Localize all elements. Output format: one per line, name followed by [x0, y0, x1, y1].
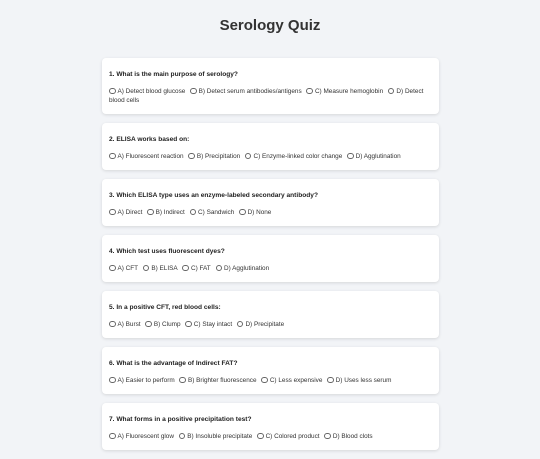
- question-card-1: [102, 58, 439, 114]
- option-b[interactable]: B) Insoluble precipitate: [179, 433, 253, 440]
- option-b[interactable]: B) ELISA: [143, 265, 178, 272]
- radio-button[interactable]: [179, 377, 186, 384]
- option-b[interactable]: B) Indirect: [147, 209, 185, 216]
- option-c[interactable]: C) Less expensive: [261, 377, 322, 384]
- option-a[interactable]: A) Direct: [109, 209, 142, 216]
- radio-button[interactable]: [306, 88, 313, 95]
- option-c[interactable]: C) Sandwich: [190, 209, 235, 216]
- radio-button[interactable]: [388, 88, 395, 95]
- question-text: 1. What is the main purpose of serology?: [109, 71, 238, 78]
- page-title: Serology Quiz: [219, 17, 321, 34]
- option-b[interactable]: B) Clump: [145, 321, 180, 328]
- question-text: 2. ELISA works based on:: [109, 136, 190, 143]
- option-group: [109, 376, 432, 385]
- option-d[interactable]: D) Agglutination: [216, 265, 270, 272]
- option-c[interactable]: C) Measure hemoglobin: [306, 88, 383, 95]
- radio-button[interactable]: [182, 265, 189, 272]
- radio-button[interactable]: [324, 433, 331, 440]
- option-a[interactable]: A) Detect blood glucose: [109, 88, 185, 95]
- option-b[interactable]: B) Detect serum antibodies/antigens: [190, 88, 302, 95]
- option-d[interactable]: D) Blood clots: [324, 433, 372, 440]
- radio-button[interactable]: [216, 265, 223, 272]
- radio-button[interactable]: [109, 321, 116, 328]
- option-a[interactable]: A) Fluorescent reaction: [109, 153, 184, 160]
- radio-button[interactable]: [190, 88, 197, 95]
- radio-button[interactable]: [257, 433, 264, 440]
- question-card-7: [102, 403, 439, 450]
- option-group: [109, 87, 432, 105]
- option-group: [109, 264, 432, 273]
- radio-button[interactable]: [109, 153, 116, 160]
- option-group: [109, 208, 432, 217]
- option-d[interactable]: D) None: [239, 209, 271, 216]
- question-text: 7. What forms in a positive precipitation test?: [109, 416, 252, 423]
- option-group: [109, 432, 432, 441]
- radio-button[interactable]: [190, 209, 197, 216]
- radio-button[interactable]: [109, 377, 116, 384]
- radio-button[interactable]: [185, 321, 192, 328]
- radio-button[interactable]: [109, 433, 116, 440]
- radio-button[interactable]: [245, 153, 252, 160]
- radio-button[interactable]: [145, 321, 152, 328]
- question-card-2: [102, 123, 439, 170]
- question-text: 6. What is the advantage of Indirect FAT?: [109, 360, 238, 367]
- question-text: 3. Which ELISA type uses an enzyme-labeled secondary antibody?: [109, 192, 318, 199]
- option-c[interactable]: C) Stay intact: [185, 321, 232, 328]
- radio-button[interactable]: [327, 377, 334, 384]
- radio-button[interactable]: [109, 265, 116, 272]
- radio-button[interactable]: [109, 88, 116, 95]
- option-b[interactable]: B) Brighter fluorescence: [179, 377, 256, 384]
- option-d[interactable]: D) Agglutination: [347, 153, 401, 160]
- option-a[interactable]: A) Fluorescent glow: [109, 433, 174, 440]
- radio-button[interactable]: [237, 321, 244, 328]
- radio-button[interactable]: [179, 433, 186, 440]
- radio-button[interactable]: [347, 153, 354, 160]
- option-c[interactable]: C) Colored product: [257, 433, 320, 440]
- radio-button[interactable]: [147, 209, 154, 216]
- option-b[interactable]: B) Precipitation: [188, 153, 240, 160]
- option-group: [109, 152, 432, 161]
- option-d[interactable]: D) Precipitate: [237, 321, 284, 328]
- radio-button[interactable]: [143, 265, 150, 272]
- quiz-list: [102, 58, 439, 459]
- question-card-5: [102, 291, 439, 338]
- option-a[interactable]: A) Burst: [109, 321, 141, 328]
- question-card-4: [102, 235, 439, 282]
- option-a[interactable]: A) Easier to perform: [109, 377, 175, 384]
- option-a[interactable]: A) CFT: [109, 265, 138, 272]
- radio-button[interactable]: [239, 209, 246, 216]
- option-c[interactable]: C) FAT: [182, 265, 210, 272]
- radio-button[interactable]: [261, 377, 268, 384]
- radio-button[interactable]: [109, 209, 116, 216]
- question-text: 5. In a positive CFT, red blood cells:: [109, 304, 221, 311]
- option-c[interactable]: C) Enzyme-linked color change: [245, 153, 342, 160]
- option-d[interactable]: D) Detect blood cells: [109, 88, 424, 104]
- option-d[interactable]: D) Uses less serum: [327, 377, 391, 384]
- radio-button[interactable]: [188, 153, 195, 160]
- question-card-3: [102, 179, 439, 226]
- question-text: 4. Which test uses fluorescent dyes?: [109, 248, 225, 255]
- option-group: [109, 320, 432, 329]
- question-card-6: [102, 347, 439, 394]
